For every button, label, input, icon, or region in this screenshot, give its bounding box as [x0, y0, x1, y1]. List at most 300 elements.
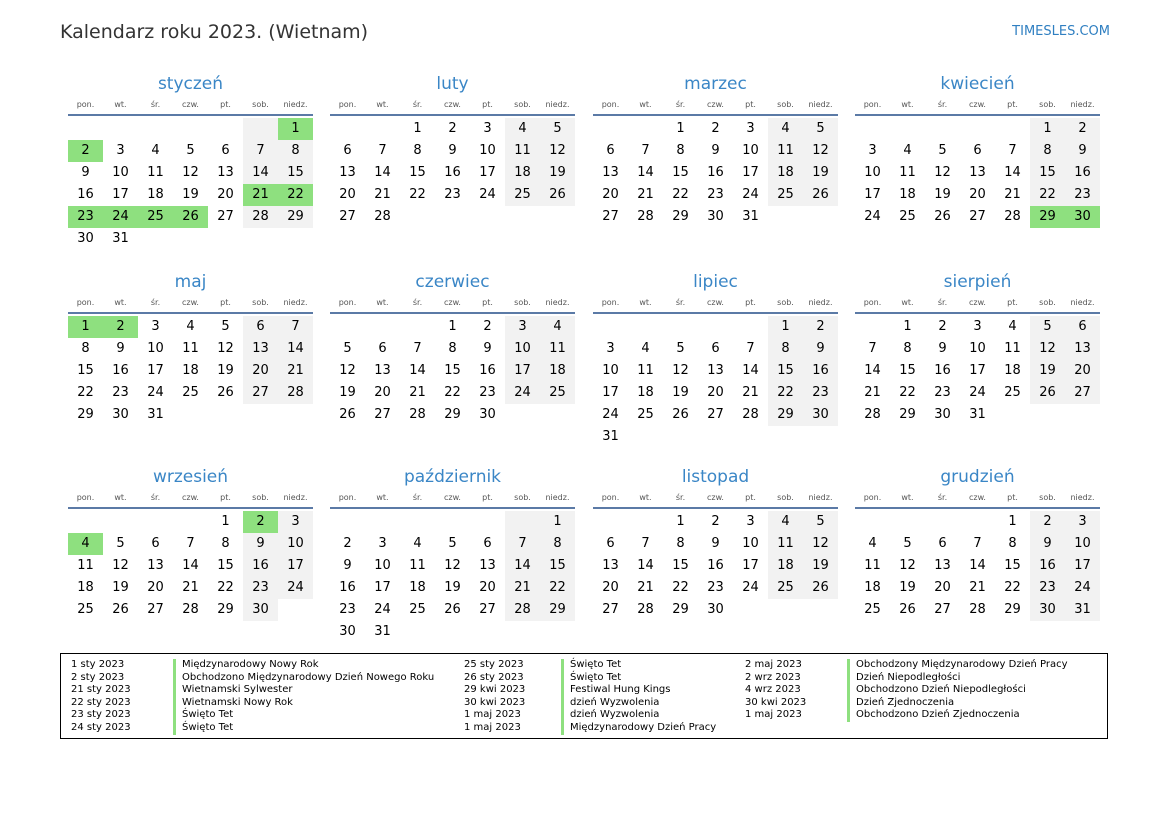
day-cell[interactable]: 21	[969, 580, 986, 595]
day-cell[interactable]: 12	[672, 363, 689, 378]
day-cell[interactable]: 8	[81, 341, 90, 356]
day-cell[interactable]: 12	[899, 558, 916, 573]
day-cell[interactable]: 25	[409, 602, 426, 617]
day-cell[interactable]: 28	[278, 382, 313, 404]
day-cell[interactable]: 8	[1008, 536, 1017, 551]
day-cell[interactable]: 19	[182, 187, 199, 202]
day-cell[interactable]: 25	[899, 209, 916, 224]
day-cell[interactable]: 1	[903, 319, 912, 334]
day-cell[interactable]: 11	[540, 338, 575, 360]
day-cell[interactable]: 1	[413, 121, 422, 136]
day-cell[interactable]: 18	[540, 360, 575, 382]
day-cell[interactable]: 10	[602, 363, 619, 378]
day-cell[interactable]: 18	[899, 187, 916, 202]
day-cell[interactable]: 13	[602, 165, 619, 180]
day-cell[interactable]: 7	[641, 536, 650, 551]
day-cell[interactable]: 5	[676, 341, 685, 356]
day-cell[interactable]: 11	[637, 363, 654, 378]
day-cell[interactable]: 19	[803, 162, 838, 184]
day-cell[interactable]: 21	[742, 385, 759, 400]
day-cell[interactable]: 12	[540, 140, 575, 162]
day-cell[interactable]: 10	[479, 143, 496, 158]
day-cell[interactable]: 18	[409, 580, 426, 595]
day-cell[interactable]: 30	[1030, 599, 1065, 621]
day-cell[interactable]: 26	[217, 385, 234, 400]
day-cell[interactable]: 25	[768, 184, 803, 206]
holiday-day-cell[interactable]: 25	[138, 206, 173, 228]
day-cell[interactable]: 27	[602, 209, 619, 224]
day-cell[interactable]: 21	[1004, 187, 1021, 202]
day-cell[interactable]: 30	[934, 407, 951, 422]
day-cell[interactable]: 16	[339, 580, 356, 595]
holiday-day-cell[interactable]: 30	[1065, 206, 1100, 228]
day-cell[interactable]: 27	[479, 602, 496, 617]
day-cell[interactable]: 31	[742, 209, 759, 224]
day-cell[interactable]: 24	[969, 385, 986, 400]
day-cell[interactable]: 26	[1030, 382, 1065, 404]
day-cell[interactable]: 23	[707, 580, 724, 595]
day-cell[interactable]: 12	[444, 558, 461, 573]
holiday-day-cell[interactable]: 22	[278, 184, 313, 206]
day-cell[interactable]: 20	[707, 385, 724, 400]
day-cell[interactable]: 2	[1030, 511, 1065, 533]
day-cell[interactable]: 7	[278, 316, 313, 338]
day-cell[interactable]: 7	[1008, 143, 1017, 158]
day-cell[interactable]: 8	[676, 536, 685, 551]
day-cell[interactable]: 16	[77, 187, 94, 202]
holiday-day-cell[interactable]: 2	[103, 316, 138, 338]
day-cell[interactable]: 3	[151, 319, 160, 334]
day-cell[interactable]: 29	[278, 206, 313, 228]
day-cell[interactable]: 3	[746, 514, 755, 529]
day-cell[interactable]: 18	[864, 580, 881, 595]
day-cell[interactable]: 26	[339, 407, 356, 422]
day-cell[interactable]: 9	[803, 338, 838, 360]
day-cell[interactable]: 18	[1004, 363, 1021, 378]
day-cell[interactable]: 5	[448, 536, 457, 551]
holiday-day-cell[interactable]: 26	[173, 206, 208, 228]
day-cell[interactable]: 13	[479, 558, 496, 573]
day-cell[interactable]: 29	[540, 599, 575, 621]
day-cell[interactable]: 7	[505, 533, 540, 555]
day-cell[interactable]: 19	[672, 385, 689, 400]
day-cell[interactable]: 4	[505, 118, 540, 140]
day-cell[interactable]: 29	[1004, 602, 1021, 617]
day-cell[interactable]: 20	[479, 580, 496, 595]
day-cell[interactable]: 3	[278, 511, 313, 533]
day-cell[interactable]: 16	[707, 558, 724, 573]
day-cell[interactable]: 28	[243, 206, 278, 228]
day-cell[interactable]: 24	[147, 385, 164, 400]
day-cell[interactable]: 30	[112, 407, 129, 422]
day-cell[interactable]: 29	[768, 404, 803, 426]
day-cell[interactable]: 21	[637, 580, 654, 595]
day-cell[interactable]: 27	[339, 209, 356, 224]
day-cell[interactable]: 10	[1065, 533, 1100, 555]
day-cell[interactable]: 6	[221, 143, 230, 158]
day-cell[interactable]: 12	[112, 558, 129, 573]
day-cell[interactable]: 21	[409, 385, 426, 400]
day-cell[interactable]: 21	[864, 385, 881, 400]
day-cell[interactable]: 9	[243, 533, 278, 555]
day-cell[interactable]: 13	[243, 338, 278, 360]
day-cell[interactable]: 23	[1065, 184, 1100, 206]
day-cell[interactable]: 5	[343, 341, 352, 356]
day-cell[interactable]: 15	[672, 165, 689, 180]
day-cell[interactable]: 11	[77, 558, 94, 573]
day-cell[interactable]: 22	[672, 187, 689, 202]
day-cell[interactable]: 30	[479, 407, 496, 422]
day-cell[interactable]: 20	[217, 187, 234, 202]
day-cell[interactable]: 28	[1004, 209, 1021, 224]
day-cell[interactable]: 8	[540, 533, 575, 555]
day-cell[interactable]: 3	[1065, 511, 1100, 533]
day-cell[interactable]: 28	[182, 602, 199, 617]
day-cell[interactable]: 2	[343, 536, 352, 551]
day-cell[interactable]: 23	[934, 385, 951, 400]
day-cell[interactable]: 29	[672, 209, 689, 224]
day-cell[interactable]: 4	[868, 536, 877, 551]
day-cell[interactable]: 1	[540, 511, 575, 533]
holiday-day-cell[interactable]: 2	[68, 140, 103, 162]
day-cell[interactable]: 16	[112, 363, 129, 378]
day-cell[interactable]: 11	[147, 165, 164, 180]
day-cell[interactable]: 12	[803, 140, 838, 162]
day-cell[interactable]: 7	[243, 140, 278, 162]
day-cell[interactable]: 14	[637, 558, 654, 573]
day-cell[interactable]: 14	[409, 363, 426, 378]
day-cell[interactable]: 4	[768, 118, 803, 140]
day-cell[interactable]: 16	[243, 555, 278, 577]
day-cell[interactable]: 26	[112, 602, 129, 617]
day-cell[interactable]: 10	[969, 341, 986, 356]
day-cell[interactable]: 21	[505, 577, 540, 599]
day-cell[interactable]: 1	[448, 319, 457, 334]
day-cell[interactable]: 3	[868, 143, 877, 158]
day-cell[interactable]: 18	[182, 363, 199, 378]
day-cell[interactable]: 6	[973, 143, 982, 158]
day-cell[interactable]: 16	[444, 165, 461, 180]
day-cell[interactable]: 17	[374, 580, 391, 595]
day-cell[interactable]: 6	[606, 536, 615, 551]
day-cell[interactable]: 25	[768, 577, 803, 599]
holiday-day-cell[interactable]: 1	[68, 316, 103, 338]
day-cell[interactable]: 5	[803, 511, 838, 533]
day-cell[interactable]: 28	[742, 407, 759, 422]
day-cell[interactable]: 30	[803, 404, 838, 426]
day-cell[interactable]: 20	[339, 187, 356, 202]
day-cell[interactable]: 9	[116, 341, 125, 356]
day-cell[interactable]: 13	[969, 165, 986, 180]
day-cell[interactable]: 23	[803, 382, 838, 404]
day-cell[interactable]: 2	[448, 121, 457, 136]
day-cell[interactable]: 26	[540, 184, 575, 206]
day-cell[interactable]: 3	[483, 121, 492, 136]
day-cell[interactable]: 8	[1030, 140, 1065, 162]
day-cell[interactable]: 28	[864, 407, 881, 422]
day-cell[interactable]: 15	[217, 558, 234, 573]
day-cell[interactable]: 3	[378, 536, 387, 551]
day-cell[interactable]: 9	[711, 536, 720, 551]
day-cell[interactable]: 19	[217, 363, 234, 378]
day-cell[interactable]: 6	[243, 316, 278, 338]
day-cell[interactable]: 30	[707, 602, 724, 617]
day-cell[interactable]: 22	[77, 385, 94, 400]
day-cell[interactable]: 15	[77, 363, 94, 378]
day-cell[interactable]: 21	[278, 360, 313, 382]
day-cell[interactable]: 15	[278, 162, 313, 184]
day-cell[interactable]: 20	[243, 360, 278, 382]
day-cell[interactable]: 18	[147, 187, 164, 202]
day-cell[interactable]: 4	[151, 143, 160, 158]
day-cell[interactable]: 13	[707, 363, 724, 378]
day-cell[interactable]: 23	[444, 187, 461, 202]
day-cell[interactable]: 18	[77, 580, 94, 595]
day-cell[interactable]: 22	[409, 187, 426, 202]
day-cell[interactable]: 5	[221, 319, 230, 334]
day-cell[interactable]: 5	[540, 118, 575, 140]
holiday-day-cell[interactable]: 2	[243, 511, 278, 533]
day-cell[interactable]: 25	[505, 184, 540, 206]
day-cell[interactable]: 9	[483, 341, 492, 356]
day-cell[interactable]: 14	[505, 555, 540, 577]
day-cell[interactable]: 13	[934, 558, 951, 573]
day-cell[interactable]: 26	[803, 184, 838, 206]
day-cell[interactable]: 3	[973, 319, 982, 334]
day-cell[interactable]: 23	[1030, 577, 1065, 599]
day-cell[interactable]: 24	[864, 209, 881, 224]
day-cell[interactable]: 5	[116, 536, 125, 551]
holiday-day-cell[interactable]: 24	[103, 206, 138, 228]
day-cell[interactable]: 13	[374, 363, 391, 378]
day-cell[interactable]: 10	[112, 165, 129, 180]
day-cell[interactable]: 29	[444, 407, 461, 422]
day-cell[interactable]: 22	[899, 385, 916, 400]
day-cell[interactable]: 19	[540, 162, 575, 184]
day-cell[interactable]: 26	[444, 602, 461, 617]
day-cell[interactable]: 31	[147, 407, 164, 422]
day-cell[interactable]: 28	[374, 209, 391, 224]
day-cell[interactable]: 25	[1004, 385, 1021, 400]
day-cell[interactable]: 25	[864, 602, 881, 617]
day-cell[interactable]: 1	[768, 316, 803, 338]
day-cell[interactable]: 9	[448, 143, 457, 158]
day-cell[interactable]: 22	[1030, 184, 1065, 206]
day-cell[interactable]: 24	[602, 407, 619, 422]
day-cell[interactable]: 20	[374, 385, 391, 400]
day-cell[interactable]: 28	[409, 407, 426, 422]
day-cell[interactable]: 20	[969, 187, 986, 202]
day-cell[interactable]: 8	[221, 536, 230, 551]
day-cell[interactable]: 4	[540, 316, 575, 338]
day-cell[interactable]: 5	[1030, 316, 1065, 338]
day-cell[interactable]: 22	[217, 580, 234, 595]
day-cell[interactable]: 10	[864, 165, 881, 180]
day-cell[interactable]: 29	[217, 602, 234, 617]
day-cell[interactable]: 18	[768, 555, 803, 577]
day-cell[interactable]: 30	[243, 599, 278, 621]
day-cell[interactable]: 24	[1065, 577, 1100, 599]
day-cell[interactable]: 17	[278, 555, 313, 577]
day-cell[interactable]: 14	[1004, 165, 1021, 180]
day-cell[interactable]: 17	[742, 165, 759, 180]
day-cell[interactable]: 10	[742, 143, 759, 158]
day-cell[interactable]: 22	[672, 580, 689, 595]
day-cell[interactable]: 15	[1030, 162, 1065, 184]
day-cell[interactable]: 17	[505, 360, 540, 382]
day-cell[interactable]: 14	[278, 338, 313, 360]
day-cell[interactable]: 6	[606, 143, 615, 158]
day-cell[interactable]: 9	[1030, 533, 1065, 555]
day-cell[interactable]: 27	[374, 407, 391, 422]
day-cell[interactable]: 27	[602, 602, 619, 617]
day-cell[interactable]: 4	[413, 536, 422, 551]
day-cell[interactable]: 19	[899, 580, 916, 595]
day-cell[interactable]: 31	[602, 429, 619, 444]
day-cell[interactable]: 2	[483, 319, 492, 334]
day-cell[interactable]: 17	[147, 363, 164, 378]
day-cell[interactable]: 21	[637, 187, 654, 202]
day-cell[interactable]: 13	[217, 165, 234, 180]
day-cell[interactable]: 15	[899, 363, 916, 378]
day-cell[interactable]: 8	[903, 341, 912, 356]
day-cell[interactable]: 10	[278, 533, 313, 555]
day-cell[interactable]: 11	[768, 140, 803, 162]
day-cell[interactable]: 16	[1065, 162, 1100, 184]
day-cell[interactable]: 12	[934, 165, 951, 180]
day-cell[interactable]: 19	[803, 555, 838, 577]
day-cell[interactable]: 14	[969, 558, 986, 573]
day-cell[interactable]: 19	[112, 580, 129, 595]
day-cell[interactable]: 13	[1065, 338, 1100, 360]
day-cell[interactable]: 31	[374, 624, 391, 639]
day-cell[interactable]: 5	[186, 143, 195, 158]
day-cell[interactable]: 20	[602, 187, 619, 202]
day-cell[interactable]: 1	[221, 514, 230, 529]
day-cell[interactable]: 24	[742, 580, 759, 595]
day-cell[interactable]: 29	[77, 407, 94, 422]
day-cell[interactable]: 27	[243, 382, 278, 404]
day-cell[interactable]: 17	[864, 187, 881, 202]
day-cell[interactable]: 11	[1004, 341, 1021, 356]
day-cell[interactable]: 3	[606, 341, 615, 356]
day-cell[interactable]: 14	[374, 165, 391, 180]
day-cell[interactable]: 21	[182, 580, 199, 595]
day-cell[interactable]: 28	[969, 602, 986, 617]
day-cell[interactable]: 19	[339, 385, 356, 400]
day-cell[interactable]: 30	[707, 209, 724, 224]
day-cell[interactable]: 12	[803, 533, 838, 555]
day-cell[interactable]: 15	[768, 360, 803, 382]
holiday-day-cell[interactable]: 21	[243, 184, 278, 206]
day-cell[interactable]: 30	[77, 231, 94, 246]
day-cell[interactable]: 9	[81, 165, 90, 180]
day-cell[interactable]: 26	[803, 577, 838, 599]
day-cell[interactable]: 22	[540, 577, 575, 599]
day-cell[interactable]: 8	[676, 143, 685, 158]
day-cell[interactable]: 7	[641, 143, 650, 158]
day-cell[interactable]: 20	[934, 580, 951, 595]
day-cell[interactable]: 3	[116, 143, 125, 158]
day-cell[interactable]: 15	[444, 363, 461, 378]
day-cell[interactable]: 3	[505, 316, 540, 338]
day-cell[interactable]: 9	[1065, 140, 1100, 162]
day-cell[interactable]: 11	[864, 558, 881, 573]
holiday-day-cell[interactable]: 4	[68, 533, 103, 555]
day-cell[interactable]: 20	[147, 580, 164, 595]
day-cell[interactable]: 27	[147, 602, 164, 617]
day-cell[interactable]: 11	[505, 140, 540, 162]
day-cell[interactable]: 17	[742, 558, 759, 573]
day-cell[interactable]: 31	[969, 407, 986, 422]
day-cell[interactable]: 23	[243, 577, 278, 599]
day-cell[interactable]: 2	[803, 316, 838, 338]
day-cell[interactable]: 18	[768, 162, 803, 184]
day-cell[interactable]: 9	[711, 143, 720, 158]
day-cell[interactable]: 26	[899, 602, 916, 617]
day-cell[interactable]: 6	[378, 341, 387, 356]
day-cell[interactable]: 21	[374, 187, 391, 202]
day-cell[interactable]: 2	[938, 319, 947, 334]
day-cell[interactable]: 22	[1004, 580, 1021, 595]
day-cell[interactable]: 28	[505, 599, 540, 621]
day-cell[interactable]: 12	[1030, 338, 1065, 360]
day-cell[interactable]: 24	[505, 382, 540, 404]
day-cell[interactable]: 13	[147, 558, 164, 573]
day-cell[interactable]: 19	[444, 580, 461, 595]
day-cell[interactable]: 30	[339, 624, 356, 639]
day-cell[interactable]: 23	[707, 187, 724, 202]
day-cell[interactable]: 10	[742, 536, 759, 551]
day-cell[interactable]: 28	[637, 602, 654, 617]
day-cell[interactable]: 25	[77, 602, 94, 617]
day-cell[interactable]: 7	[413, 341, 422, 356]
day-cell[interactable]: 1	[1030, 118, 1065, 140]
day-cell[interactable]: 26	[672, 407, 689, 422]
day-cell[interactable]: 25	[182, 385, 199, 400]
holiday-day-cell[interactable]: 29	[1030, 206, 1065, 228]
day-cell[interactable]: 6	[1065, 316, 1100, 338]
day-cell[interactable]: 11	[768, 533, 803, 555]
day-cell[interactable]: 23	[339, 602, 356, 617]
day-cell[interactable]: 9	[938, 341, 947, 356]
day-cell[interactable]: 6	[938, 536, 947, 551]
day-cell[interactable]: 11	[409, 558, 426, 573]
day-cell[interactable]: 12	[182, 165, 199, 180]
day-cell[interactable]: 19	[1030, 360, 1065, 382]
day-cell[interactable]: 17	[1065, 555, 1100, 577]
day-cell[interactable]: 27	[969, 209, 986, 224]
day-cell[interactable]: 1	[676, 514, 685, 529]
day-cell[interactable]: 8	[448, 341, 457, 356]
day-cell[interactable]: 22	[444, 385, 461, 400]
day-cell[interactable]: 11	[899, 165, 916, 180]
day-cell[interactable]: 8	[768, 338, 803, 360]
day-cell[interactable]: 17	[969, 363, 986, 378]
day-cell[interactable]: 31	[112, 231, 129, 246]
day-cell[interactable]: 5	[903, 536, 912, 551]
day-cell[interactable]: 12	[339, 363, 356, 378]
day-cell[interactable]: 16	[934, 363, 951, 378]
day-cell[interactable]: 16	[803, 360, 838, 382]
day-cell[interactable]: 4	[768, 511, 803, 533]
day-cell[interactable]: 14	[864, 363, 881, 378]
day-cell[interactable]: 27	[934, 602, 951, 617]
day-cell[interactable]: 16	[707, 165, 724, 180]
day-cell[interactable]: 17	[479, 165, 496, 180]
day-cell[interactable]: 6	[711, 341, 720, 356]
day-cell[interactable]: 11	[182, 341, 199, 356]
